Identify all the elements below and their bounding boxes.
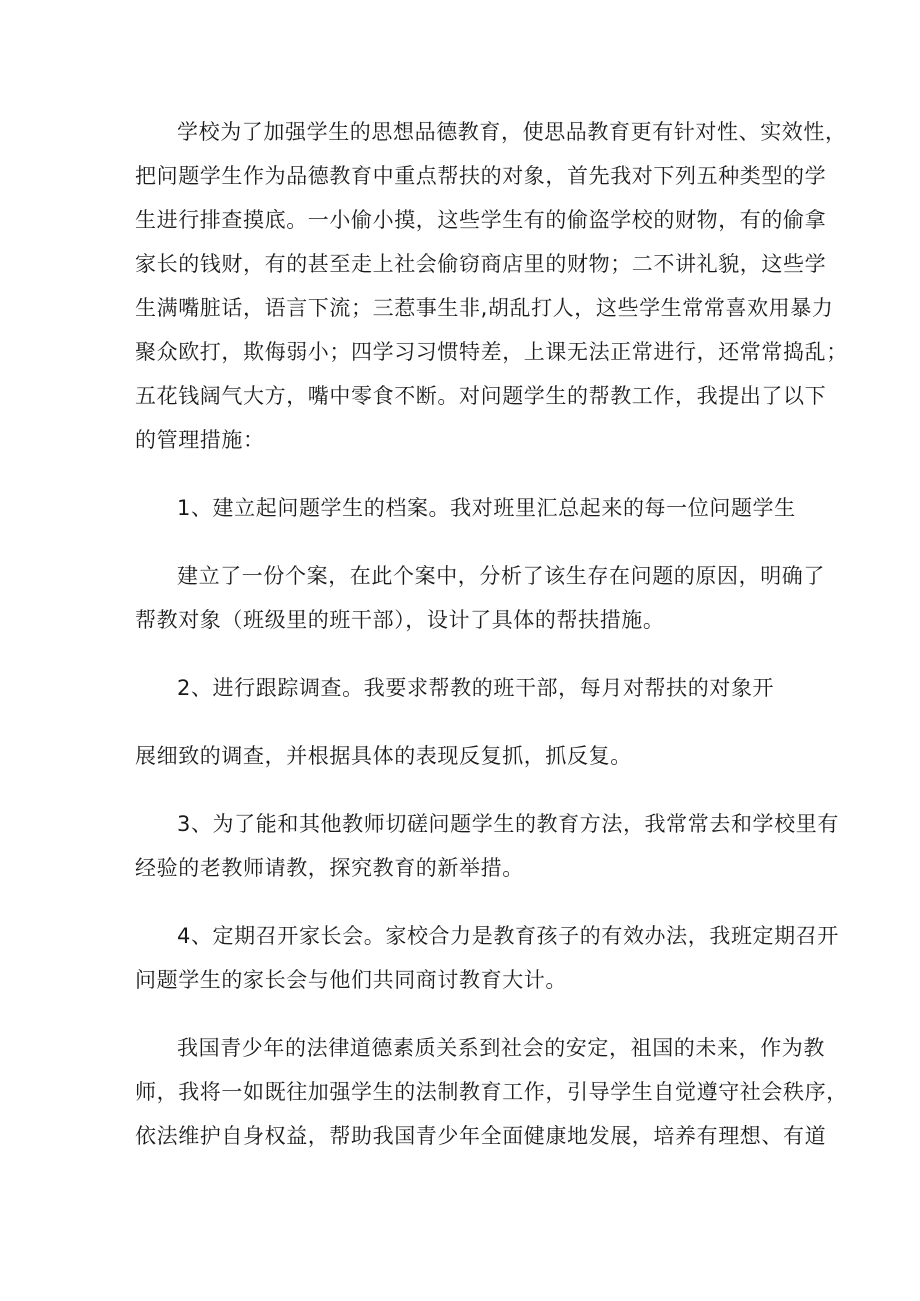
text-line: 问题学生的家长会与他们共同商讨教育大计。 xyxy=(135,968,567,992)
text-line: 生满嘴脏话，语言下流；三惹事生非,胡乱打人，这些学生常常喜欢用暴力 xyxy=(135,296,834,320)
text-line: 展细致的调查，并根据具体的表现反复抓，抓反复。 xyxy=(135,744,632,768)
list-item-3: 3、为了能和其他教师切磋问题学生的教育方法，我常常去和学校里有 xyxy=(177,812,839,836)
list-item-1: 1、建立起问题学生的档案。我对班里汇总起来的每一位问题学生 xyxy=(177,496,796,520)
text-line: 聚众欧打，欺侮弱小；四学习习惯特差，上课无法正常进行，还常常捣乱； xyxy=(135,340,848,364)
text-line: 帮教对象（班级里的班干部），设计了具体的帮扶措施。 xyxy=(135,608,665,632)
text-line: 五花钱阔气大方，嘴中零食不断。对问题学生的帮教工作，我提出了以下 xyxy=(135,384,827,408)
list-item-2: 2、进行跟踪调查。我要求帮教的班干部，每月对帮扶的对象开 xyxy=(177,676,775,700)
text-line: 的管理措施： xyxy=(135,428,265,452)
text-line: 家长的钱财，有的甚至走上社会偷窃商店里的财物；二不讲礼貌，这些学 xyxy=(135,252,827,276)
text-line: 学校为了加强学生的思想品德教育，使思品教育更有针对性、实效性， xyxy=(177,120,847,144)
text-line: 经验的老教师请教，探究教育的新举措。 xyxy=(135,856,524,880)
text-line: 师，我将一如既往加强学生的法制教育工作，引导学生自觉遵守社会秩序， xyxy=(135,1080,848,1104)
list-item-4: 4、定期召开家长会。家校合力是教育孩子的有效办法，我班定期召开 xyxy=(177,924,839,948)
text-line: 我国青少年的法律道德素质关系到社会的安定，祖国的未来，作为教 xyxy=(177,1036,825,1060)
text-line: 生进行排查摸底。一小偷小摸，这些学生有的偷盗学校的财物，有的偷拿 xyxy=(135,208,827,232)
text-line: 建立了一份个案，在此个案中，分析了该生存在问题的原因，明确了 xyxy=(177,564,825,588)
text-line: 依法维护自身权益，帮助我国青少年全面健康地发展，培养有理想、有道 xyxy=(135,1124,827,1148)
text-line: 把问题学生作为品德教育中重点帮扶的对象，首先我对下列五种类型的学 xyxy=(135,164,827,188)
